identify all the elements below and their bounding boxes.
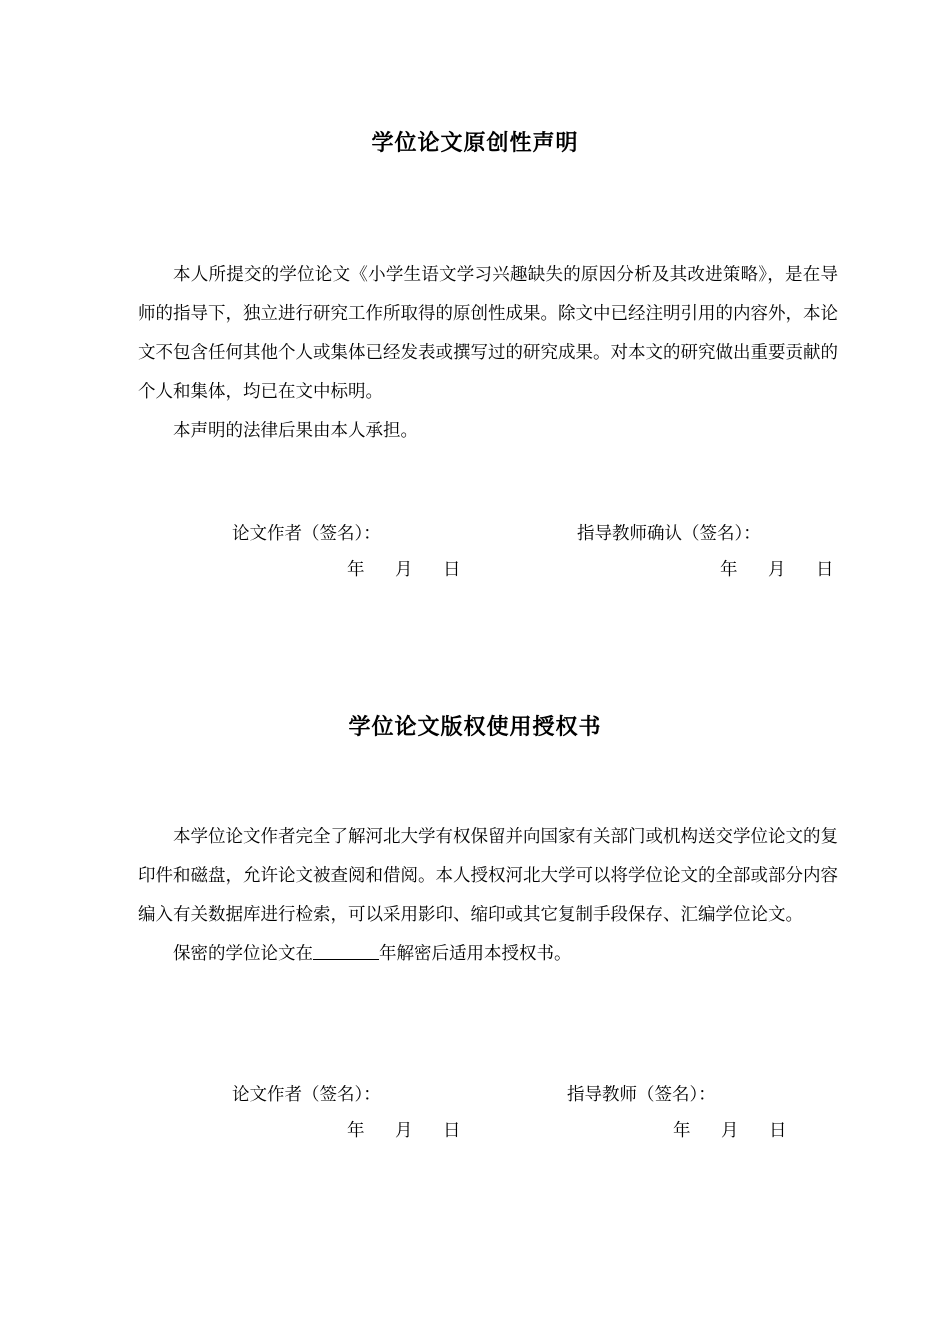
date-day-label: 日 bbox=[443, 1121, 461, 1141]
date-year-label: 年 bbox=[720, 560, 738, 580]
confidential-years-blank bbox=[313, 943, 379, 960]
copyright-title: 学位论文版权使用授权书 bbox=[348, 715, 602, 740]
date-month-label: 月 bbox=[721, 1121, 739, 1141]
copyright-advisor-signature-label: 指导教师（签名）： bbox=[567, 1085, 716, 1105]
originality-paragraph-2: 本声明的法律后果由本人承担。 bbox=[173, 421, 418, 441]
originality-paragraph-1: 本人所提交的学位论文《小学生语文学习兴趣缺失的原因分析及其改进策略》，是在导师的指导下，独立进行研究工作所取得的原创性成果。除文中已经注明引用的内容外，本论文不包含任何其他个人或集体已经发表或撰写过的研究成果。对本文的研究做出重要贡献的个人和集体，均已在文中标明。 bbox=[138, 265, 838, 402]
copyright-advisor-date bbox=[673, 1117, 817, 1142]
date-day-label: 日 bbox=[443, 560, 461, 580]
date-month-label: 月 bbox=[395, 1121, 413, 1141]
date-month-label: 月 bbox=[395, 560, 413, 580]
originality-title: 学位论文原创性声明 bbox=[371, 131, 579, 156]
copyright-body bbox=[138, 818, 838, 974]
date-year-label: 年 bbox=[673, 1121, 691, 1141]
originality-body bbox=[138, 256, 838, 451]
copyright-paragraph-2 bbox=[138, 935, 838, 974]
copyright-paragraph-1: 本学位论文作者完全了解河北大学有权保留并向国家有关部门或机构送交学位论文的复印件和磁盘，允许论文被查阅和借阅。本人授权河北大学可以将学位论文的全部或部分内容编入有关数据库进行检索，可以采用影印、缩印或其它复制手段保存、汇编学位论文。 bbox=[138, 827, 838, 925]
date-year-label: 年 bbox=[347, 560, 365, 580]
originality-author-date bbox=[347, 556, 491, 581]
date-day-label: 日 bbox=[769, 1121, 787, 1141]
date-year-label: 年 bbox=[347, 1121, 365, 1141]
confidential-text-after: 年解密后适用本授权书。 bbox=[379, 944, 572, 964]
copyright-author-date bbox=[347, 1117, 491, 1142]
copyright-author-signature-label: 论文作者（签名）： bbox=[232, 1085, 381, 1105]
originality-advisor-date bbox=[720, 556, 864, 581]
originality-author-signature-label: 论文作者（签名）： bbox=[232, 524, 381, 544]
date-month-label: 月 bbox=[768, 560, 786, 580]
date-day-label: 日 bbox=[816, 560, 834, 580]
originality-advisor-signature-label: 指导教师确认（签名）： bbox=[577, 524, 761, 544]
confidential-text-before: 保密的学位论文在 bbox=[173, 944, 313, 964]
